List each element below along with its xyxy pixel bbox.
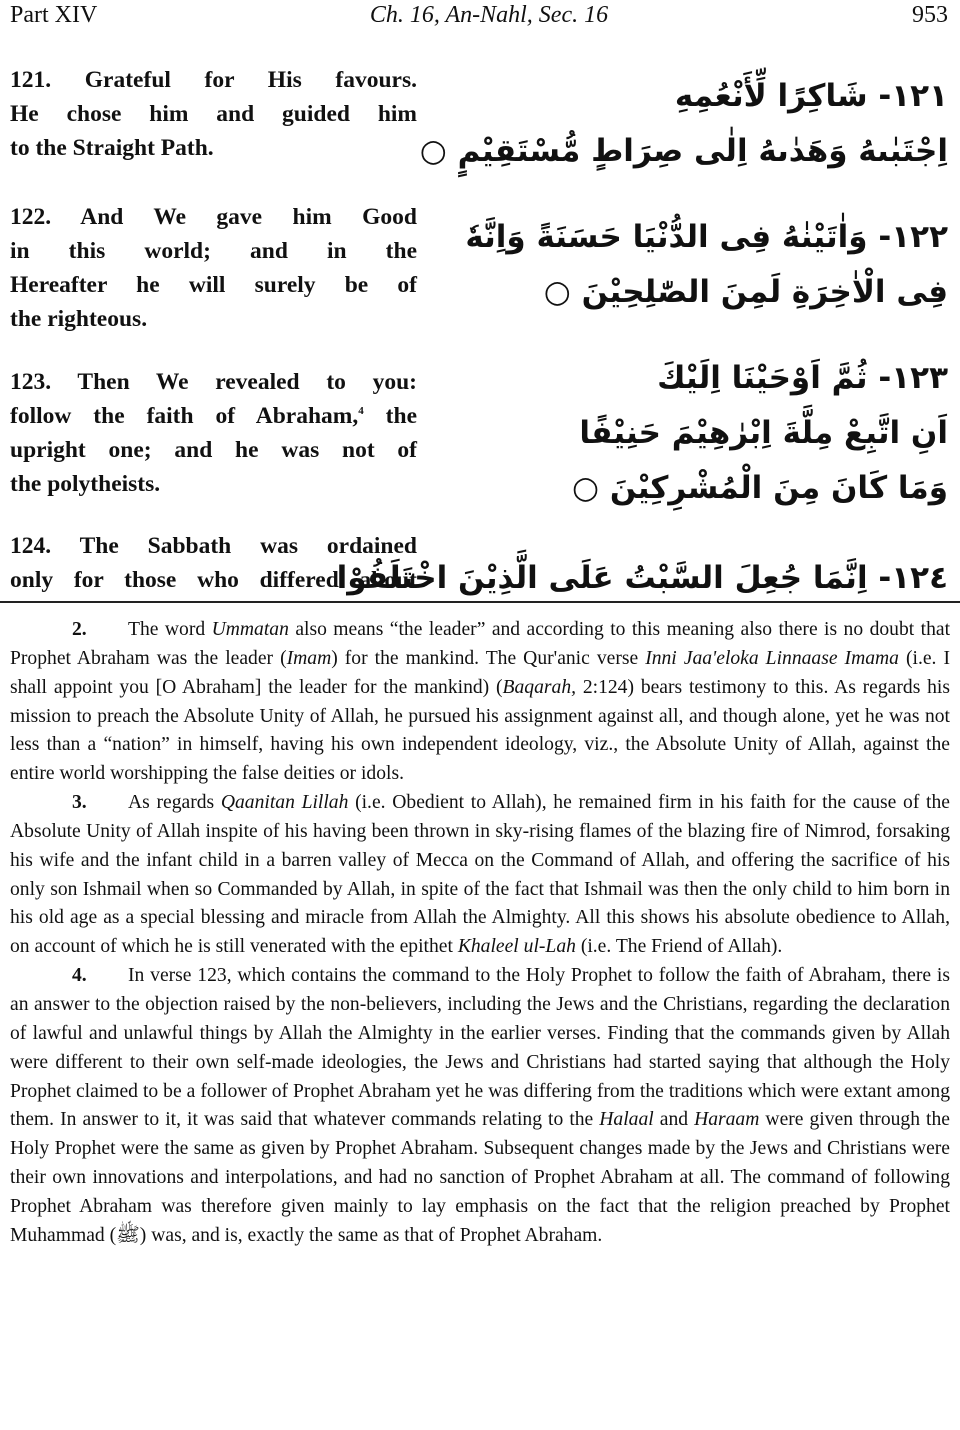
footnote-text: In verse 123, which contains the command to the Holy Prophet to follow the faith of Abraham, there is an answer to the objection raised by the non-believers, including the Jews and the Christians, regarding the declaration of lawful and unlawful things by Allah the Almighty in the earlier verses. Finding that the commands given by Allah were different to their own self-made ideologies, the Jews and Christians had started saying that although the Holy Prophet claimed to be a follower of Prophet Abraham yet he was differing from the traditions which were extant among them. In answer to it, it was said that whatever commands relating to the xyxy=(10,965,950,1131)
page-number: 953 xyxy=(912,2,948,28)
footnote xyxy=(10,616,950,789)
arabic-line: اَنِ اتَّبِعْ مِلَّةَ اِبْرٰهِيْمَ حَنِيْفًا xyxy=(579,415,948,451)
verse-translation xyxy=(10,200,417,336)
verse-line: 124. The Sabbath was ordained xyxy=(10,533,417,559)
arabic-line: اِجْتَبٰىهُ وَهَدٰىهُ اِلٰى صِرَاطٍ مُّسْتَقِيْمٍ ○ xyxy=(419,133,948,169)
footnote-text: (i.e. Obedient to Allah), he remained firm in his faith for the cause of the Absolute Unity of Allah inspite of his having been thrown in sky-rising flames of the blazing fire of Nimrod, forsaking his wife and the infant child in a barren valley of Mecca on the Command of Allah, and offering the sacrifice of his only son Ishmail when so Commanded by Allah, in spite of the fact that Ishmail was then the only child to him born in his old age as a special blessing and miracle from Allah the Almighty. All this shows his absolute obedience to Allah, on account of which he is still venerated with the epithet xyxy=(10,792,950,958)
italic-term: Ummatan xyxy=(211,619,289,640)
arabic-line: وَمَا كَانَ مِنَ الْمُشْرِكِيْنَ ○ xyxy=(572,470,948,506)
arabic-verse xyxy=(465,210,948,320)
footnote-text: also means “the leader” and according to this meaning also there is no doubt that Prophet Abraham was the leader ( xyxy=(10,619,951,669)
arabic-verse xyxy=(336,551,948,606)
running-header xyxy=(10,2,948,34)
arabic-line: ١٢٤- اِنَّمَا جُعِلَ السَّبْتُ عَلَى الَّذِيْنَ اخْتَلَفُوْا xyxy=(336,560,948,596)
verse-line: He chose him and guided him xyxy=(10,101,417,127)
footnote-number: 4. xyxy=(72,965,87,987)
verse-line: to the Straight Path. xyxy=(10,135,214,161)
footnote-text: were given through the Holy Prophet were the same as given by Prophet Abraham. Subsequent changes made by the Jews and Christians were their own innovations and interpolations, and had no sanction of Prophet Abraham at all. The command of following Prophet Abraham was therefore given mainly to lay emphasis on the fact that the religion preached by Prophet Muhammad (ﷺ) was, and is, exactly the same as that of Prophet Abraham. xyxy=(10,1109,950,1246)
chapter-title: Ch. 16, An-Nahl, Sec. 16 xyxy=(369,2,609,28)
footnote-divider xyxy=(0,601,960,603)
footnote-number: 2. xyxy=(72,619,87,640)
footnote xyxy=(10,962,950,1250)
footnote-marker: 4 xyxy=(358,405,364,418)
footnote-number: 3. xyxy=(72,792,87,814)
italic-term: Khaleel ul-Lah xyxy=(457,936,576,958)
footnote xyxy=(10,789,950,962)
verse-line: 123. Then We revealed to you: xyxy=(10,369,417,395)
footnotes-section xyxy=(10,616,950,1251)
verse-line: the polytheists. xyxy=(10,471,161,497)
verse-line: follow the faith of Abraham,$^4$ the xyxy=(10,403,418,429)
verse-line: the righteous. xyxy=(10,306,148,332)
footnote-text: As regards xyxy=(128,792,221,814)
verse-line: upright one; and he was not of xyxy=(10,437,417,463)
italic-term: Baqarah, xyxy=(502,676,577,698)
italic-term: Halaal xyxy=(599,1109,654,1131)
verse-line: 122. And We gave him Good xyxy=(10,204,417,230)
part-label: Part XIV xyxy=(10,2,98,28)
footnote-text: (i.e. I shall appoint you [O Abraham] the leader for the mankind) ( xyxy=(10,647,950,698)
verse-line: Hereafter he will surely be of xyxy=(10,272,417,298)
italic-term: Imam xyxy=(286,647,332,669)
verse-translation xyxy=(10,63,417,165)
italic-term: Inni Jaa'eloka Linnaase Imama xyxy=(645,647,899,669)
footnote-text: ) for the mankind. The Qur'anic verse xyxy=(331,647,646,669)
verse-translation xyxy=(10,365,417,501)
verse-line: in this world; and in the xyxy=(10,238,417,264)
italic-term: Haraam xyxy=(694,1109,760,1131)
arabic-line: فِى الْاٰخِرَةِ لَمِنَ الصّٰلِحِيْنَ ○ xyxy=(543,274,948,310)
footnote-text: The word xyxy=(128,619,212,640)
footnote-text: 2:124) bears testimony to this. As regards his mission to preach the Absolute Unity of Allah, he pursued his assignment against all, and though alone, yet he was not less than a “nation” in himself, having his own independent ideology, viz., the Absolute Unity of Allah, against the entire world worshipping the false deities or idols. xyxy=(10,676,951,785)
arabic-line: ١٢٣- ثُمَّ اَوْحَيْنَا اِلَيْكَ xyxy=(657,360,948,396)
footnote-text: and xyxy=(653,1109,695,1131)
arabic-verse xyxy=(508,351,948,516)
italic-term: Qaanitan Lillah xyxy=(220,792,349,814)
verse-line: only for those who differed about xyxy=(10,567,417,593)
arabic-verse xyxy=(419,69,948,179)
arabic-line: ١٢١- شَاكِرًا لِّأَنْعُمِهِ xyxy=(674,78,948,114)
verse-line: 121. Grateful for His favours. xyxy=(10,67,417,93)
footnote-text: (i.e. The Friend of Allah). xyxy=(575,936,783,958)
arabic-line: ١٢٢- وَاٰتَيْنٰهُ فِى الدُّنْيَا حَسَنَةً وَاِنَّهٗ xyxy=(465,219,948,255)
